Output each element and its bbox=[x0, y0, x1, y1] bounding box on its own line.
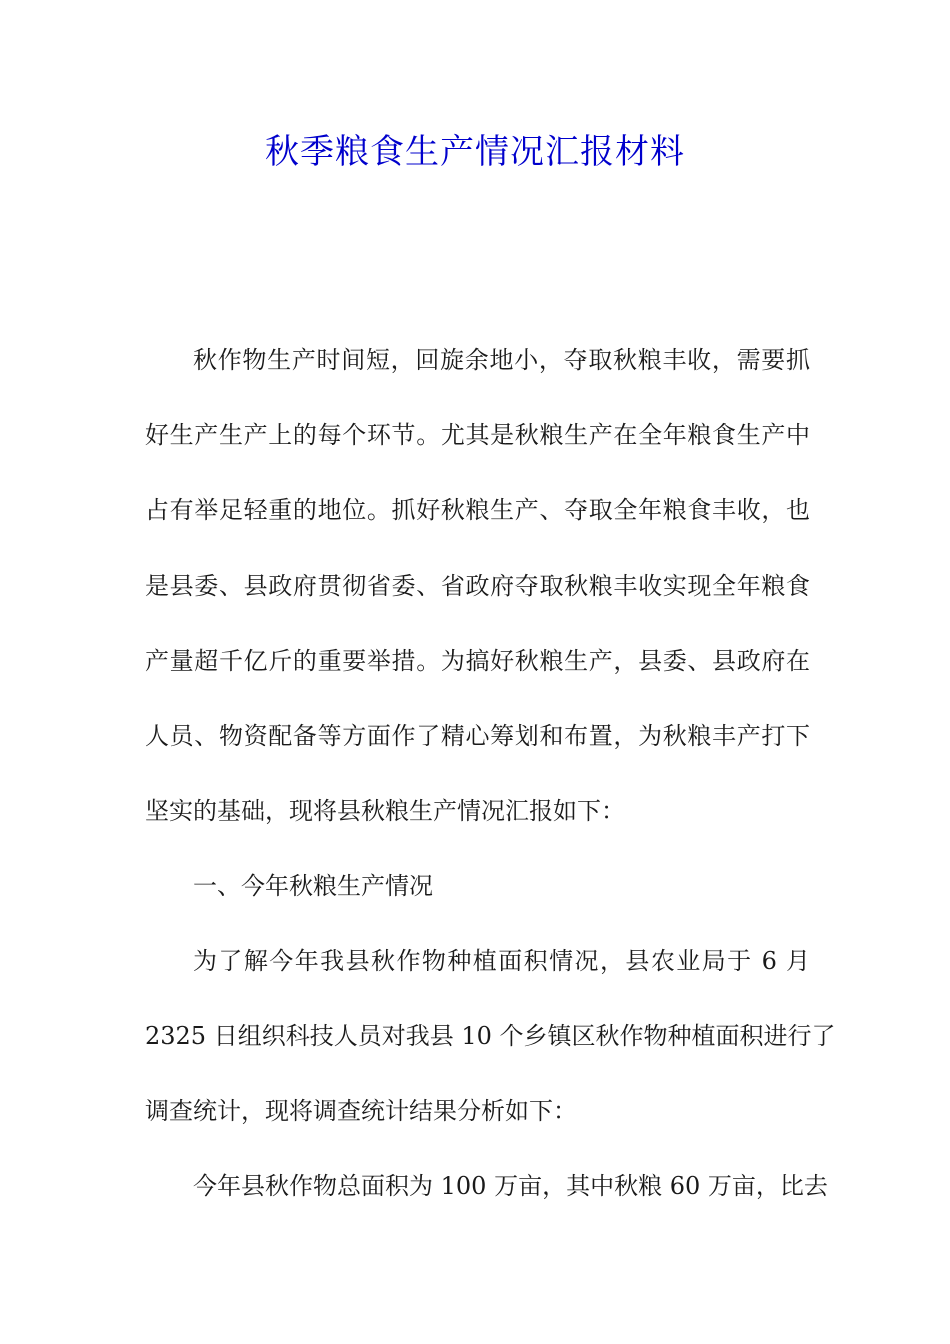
paragraph-line: 好生产生产上的每个环节。尤其是秋粮生产在全年粮食生产中 bbox=[145, 421, 810, 449]
paragraph-line: 是县委、县政府贯彻省委、省政府夺取秋粮丰收实现全年粮食 bbox=[145, 572, 810, 600]
paragraph-line: 人员、物资配备等方面作了精心筹划和布置，为秋粮丰产打下 bbox=[145, 722, 810, 750]
paragraph-line: 坚实的基础，现将县秋粮生产情况汇报如下： bbox=[145, 797, 625, 825]
section-heading: 一、今年秋粮生产情况 bbox=[193, 872, 433, 900]
paragraph-line: 2325 日组织科技人员对我县 10 个乡镇区秋作物种植面积进行了 bbox=[145, 1022, 836, 1050]
paragraph-line: 为了解今年我县秋作物种植面积情况，县农业局于 6 月 bbox=[193, 947, 810, 975]
paragraph-line: 今年县秋作物总面积为 100 万亩，其中秋粮 60 万亩，比去 bbox=[193, 1172, 828, 1200]
paragraph-line: 产量超千亿斤的重要举措。为搞好秋粮生产，县委、县政府在 bbox=[145, 647, 810, 675]
paragraph-line: 占有举足轻重的地位。抓好秋粮生产、夺取全年粮食丰收，也 bbox=[145, 496, 810, 524]
document-title: 秋季粮食生产情况汇报材料 bbox=[265, 132, 685, 172]
paragraph-line: 秋作物生产时间短，回旋余地小，夺取秋粮丰收，需要抓 bbox=[193, 346, 810, 374]
paragraph-line: 调查统计，现将调查统计结果分析如下： bbox=[145, 1097, 577, 1125]
